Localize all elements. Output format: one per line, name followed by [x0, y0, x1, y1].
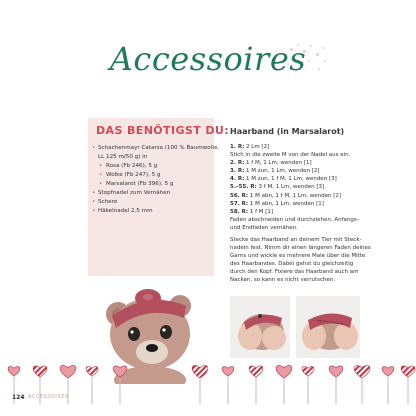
bullet-icon: • [99, 181, 103, 187]
page-number: 124 [12, 394, 25, 401]
lollipop-heart-icon [354, 365, 370, 404]
materials-item [92, 207, 210, 216]
row-text: 1 M abn, 1 Lm, wenden [1] [248, 200, 324, 207]
row-number: 56. R: [230, 192, 249, 199]
lollipop-heart-icon [329, 366, 343, 404]
row-text: 1 M zun, 1 Lm, wenden [2] [244, 168, 320, 175]
materials-item [92, 189, 210, 198]
pattern-row [230, 192, 360, 200]
lollipop-heart-icon [302, 367, 314, 404]
instruction-line: nadeln fest. Nimm dir einen längeren Faden deines [230, 245, 371, 252]
row-text: Stich in die zweite M von der Nadel aus ein. [230, 152, 351, 159]
row-number: 2. R: [230, 160, 245, 167]
instruction-line: des Haarbandes. Dabei gehst du gleichzeitig [230, 261, 354, 268]
page-title: Accessoires [109, 40, 307, 78]
pattern-row [230, 143, 360, 151]
instruction-line: Nacken, so kann es nicht verrutschen. [230, 277, 336, 284]
instruction-line: durch den Kopf. Fixiere das Haarband auch am [230, 269, 359, 276]
materials-item [92, 153, 210, 162]
step-photo-wrapping [296, 296, 360, 358]
bullet-icon: • [92, 190, 96, 196]
pattern-rows [230, 143, 360, 232]
pattern-title: Haarband (in Marsalarot) [230, 127, 345, 136]
materials-item [92, 162, 210, 171]
instructions-paragraph [230, 236, 371, 285]
pattern-row [230, 151, 360, 159]
materials-item-text: LL 125 m/50 g) in [98, 154, 148, 160]
lollipop-heart-icon [222, 367, 234, 404]
lollipop-heart-icon [86, 367, 98, 404]
row-number: 58. R: [230, 208, 249, 215]
lollipop-heart-icon [276, 365, 292, 404]
bullet-icon: • [99, 172, 103, 178]
materials-list [92, 144, 220, 216]
row-number: 57. R: [230, 200, 249, 207]
materials-item [92, 171, 210, 180]
pattern-row [230, 216, 360, 224]
pattern-row [230, 208, 360, 216]
materials-item-text: Schere [98, 199, 118, 205]
footer-section-label: ACCESSOIRES [28, 394, 69, 400]
materials-heading: DAS BENÖTIGST DU: [96, 124, 229, 137]
materials-item-text: Stopfnadel zum Vernähen [98, 190, 171, 196]
pattern-row [230, 200, 360, 208]
pattern-row [230, 167, 360, 175]
bullet-icon: • [99, 163, 103, 169]
materials-item [92, 180, 210, 189]
instruction-line: Garns und wickle es mehrere Male über die Mitte [230, 253, 366, 260]
row-number: 1. R: [230, 144, 245, 150]
materials-item-text: Rosa (Fb 246), 5 g [106, 163, 158, 169]
pattern-row [230, 175, 360, 183]
materials-item [92, 144, 220, 153]
lollipop-heart-icon [249, 366, 263, 404]
lollipop-heart-icon [382, 367, 394, 404]
bullet-icon: • [92, 199, 96, 205]
pattern-row [230, 224, 360, 232]
row-number: 3. R: [230, 168, 245, 175]
instruction-line: Stecke das Haarband an deinem Tier mit Steck- [230, 237, 362, 243]
row-text: 1 f M, 1 Lm, wenden [1] [244, 160, 312, 167]
row-text: und Endfaden vernähen. [230, 224, 298, 231]
lollipop-heart-icon [192, 365, 208, 404]
bullet-icon: • [92, 208, 96, 214]
materials-item [92, 198, 210, 207]
pattern-row [230, 183, 360, 191]
row-text: Faden abschneiden und durchziehen. Anfangs- [230, 216, 359, 223]
row-text: 1 M zun, 1 f M, 1 Lm, wenden [3] [244, 176, 337, 183]
lollipop-heart-icon [113, 366, 127, 404]
materials-item-text: Wolke (Fb 247), 5 g [106, 172, 161, 178]
row-text: 3 f M, 1 Lm, wenden [3] [256, 184, 325, 191]
row-number: 5.–55. R: [230, 184, 257, 191]
materials-item-text: Marsalarot (Fb 396), 5 g [106, 181, 174, 187]
materials-item-text: Schachenmayr Catania (100 % Baumwolle, [98, 145, 220, 151]
bullet-icon: • [92, 145, 96, 151]
pattern-row [230, 159, 360, 167]
row-text: 1 f M [1] [248, 208, 274, 215]
lollipop-heart-icon [401, 366, 415, 404]
materials-item-text: Häkelnadel 2,5 mm [98, 208, 153, 214]
row-text: 1 M abn, 1 f M, 1 Lm, wenden [2] [248, 192, 342, 199]
row-text: 2 Lm [2] [244, 144, 270, 150]
step-photo-pinning [230, 296, 290, 358]
row-number: 4. R: [230, 176, 245, 183]
